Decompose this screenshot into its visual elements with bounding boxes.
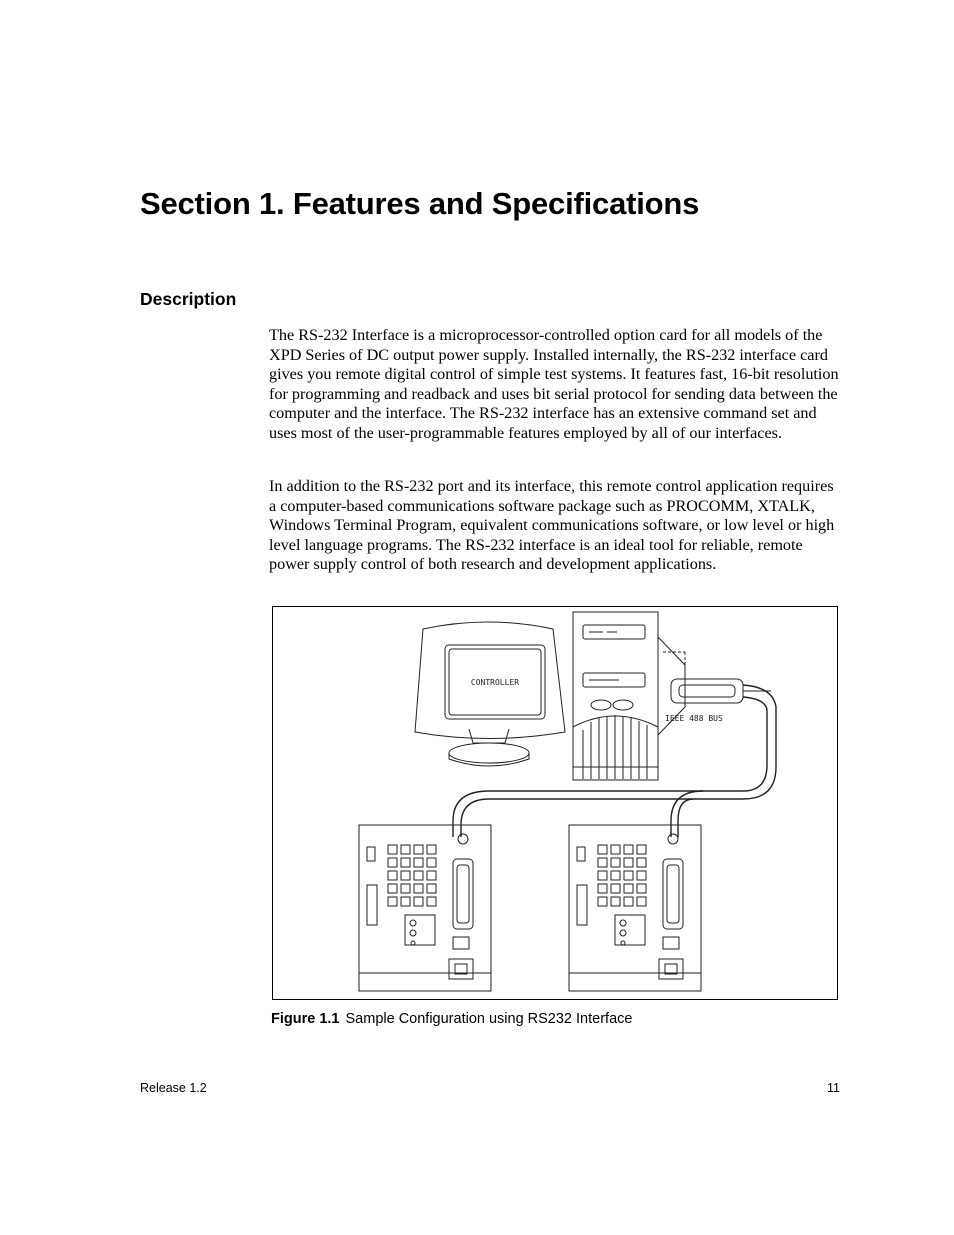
computer-tower-drawing: [573, 612, 685, 780]
power-supply-1-drawing: [359, 825, 491, 991]
description-heading: Description: [140, 289, 237, 309]
page-number: 11: [827, 1081, 840, 1095]
power-supply-2-drawing: [569, 825, 701, 991]
paragraph-intro: The RS-232 Interface is a microprocessor-controlled option card for all models of the XPD Series of DC output power supply. Installed internally, the RS-232 interface card gives you remote digital control of simple test systems. It features fast, 16-bit resolution for programming and readback and uses bit serial protocol for sending data between the computer and the interface. The RS-232 interface has an extensive command set and uses most of the user-programmable features employed by all of our interfaces.: [269, 326, 839, 442]
section-title: Section 1. Features and Specifications: [140, 186, 700, 221]
monitor-drawing: [415, 622, 565, 766]
release-label: Release 1.2: [140, 1081, 207, 1095]
figure-caption: [271, 1011, 632, 1027]
bus-label: IEEE 488 BUS: [665, 714, 723, 723]
configuration-figure: [272, 606, 838, 1000]
configuration-diagram: [273, 607, 838, 1000]
figure-caption-text: Sample Configuration using RS232 Interface: [345, 1011, 633, 1027]
controller-label: CONTROLLER: [470, 678, 520, 687]
figure-number: Figure 1.1: [271, 1011, 340, 1027]
paragraph-requirements: In addition to the RS-232 port and its interface, this remote control application requires a computer-based communications software package such as PROCOMM, XTALK, Windows Terminal Program, equivalent communications software, or low level or high level language programs. The RS-232 interface is an ideal tool for reliable, remote power supply control of both research and development applications.: [269, 477, 835, 573]
